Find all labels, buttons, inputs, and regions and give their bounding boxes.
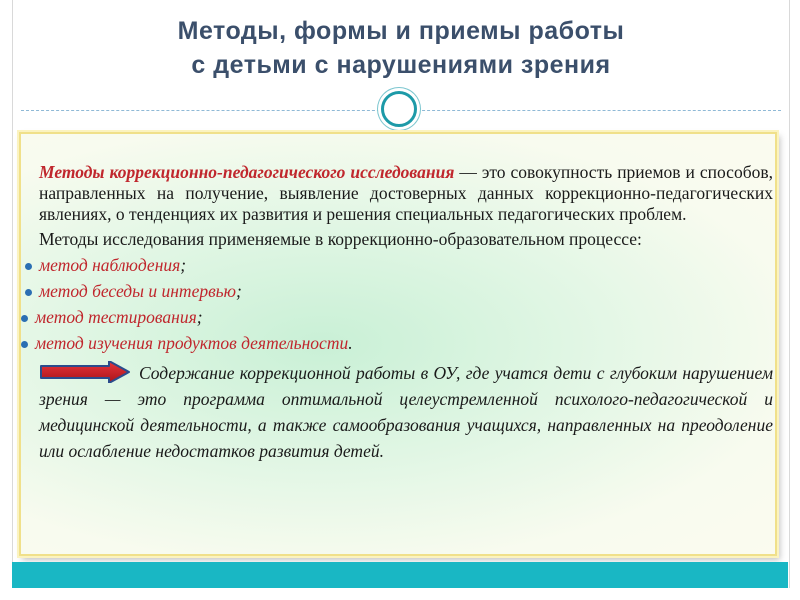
method-punct: ; [180, 255, 187, 275]
bullet-dot-icon [25, 263, 32, 270]
list-item [25, 252, 773, 278]
method-name: метод беседы и интервью [39, 281, 236, 301]
method-punct: ; [196, 307, 203, 327]
methods-intro: Методы исследования применяемые в коррекционно-образовательном процессе: [39, 229, 642, 249]
method-punct: . [348, 333, 353, 353]
definition-paragraph [39, 162, 773, 225]
content-text-body: Содержание коррекционной работы в ОУ, где учатся дети с глубоким нарушением зрения — это программа оптимальной целеустремленной психолого-педагогической и медицинской деятельности, а также самообразования учащихся, направленных на преодоление или ослабление недостатков развития детей. [39, 363, 773, 461]
list-item [25, 278, 773, 304]
ring-icon [381, 91, 417, 127]
method-name: метод наблюдения [39, 255, 181, 275]
bullet-dot-icon [21, 315, 28, 322]
bottom-band [12, 562, 788, 588]
title-line-2: с детьми с нарушениями зрения [191, 51, 611, 79]
content-paragraph [39, 360, 773, 464]
method-name: метод изучения продуктов деятельности [35, 333, 349, 353]
slide-title [13, 14, 789, 82]
methods-list [35, 252, 773, 356]
list-item [25, 304, 773, 330]
title-line-1: Методы, формы и приемы работы [177, 17, 625, 45]
method-punct: ; [236, 281, 242, 301]
content-panel [19, 132, 777, 556]
definition-term: Методы коррекционно-педагогического исследования [39, 162, 455, 182]
definition-text: — это совокупность приемов и способов, направленных на получение, выявление достоверных данных коррекционно-педагогических явлениях, о тенденциях их развития и решения специальных педагогических проблем. [39, 162, 773, 224]
method-name: метод тестирования [35, 307, 197, 327]
list-item [25, 330, 773, 356]
bullet-dot-icon [25, 289, 32, 296]
right-arrow-icon [39, 361, 131, 383]
content-text [35, 162, 773, 464]
slide [12, 0, 790, 588]
bullet-dot-icon [21, 341, 28, 348]
